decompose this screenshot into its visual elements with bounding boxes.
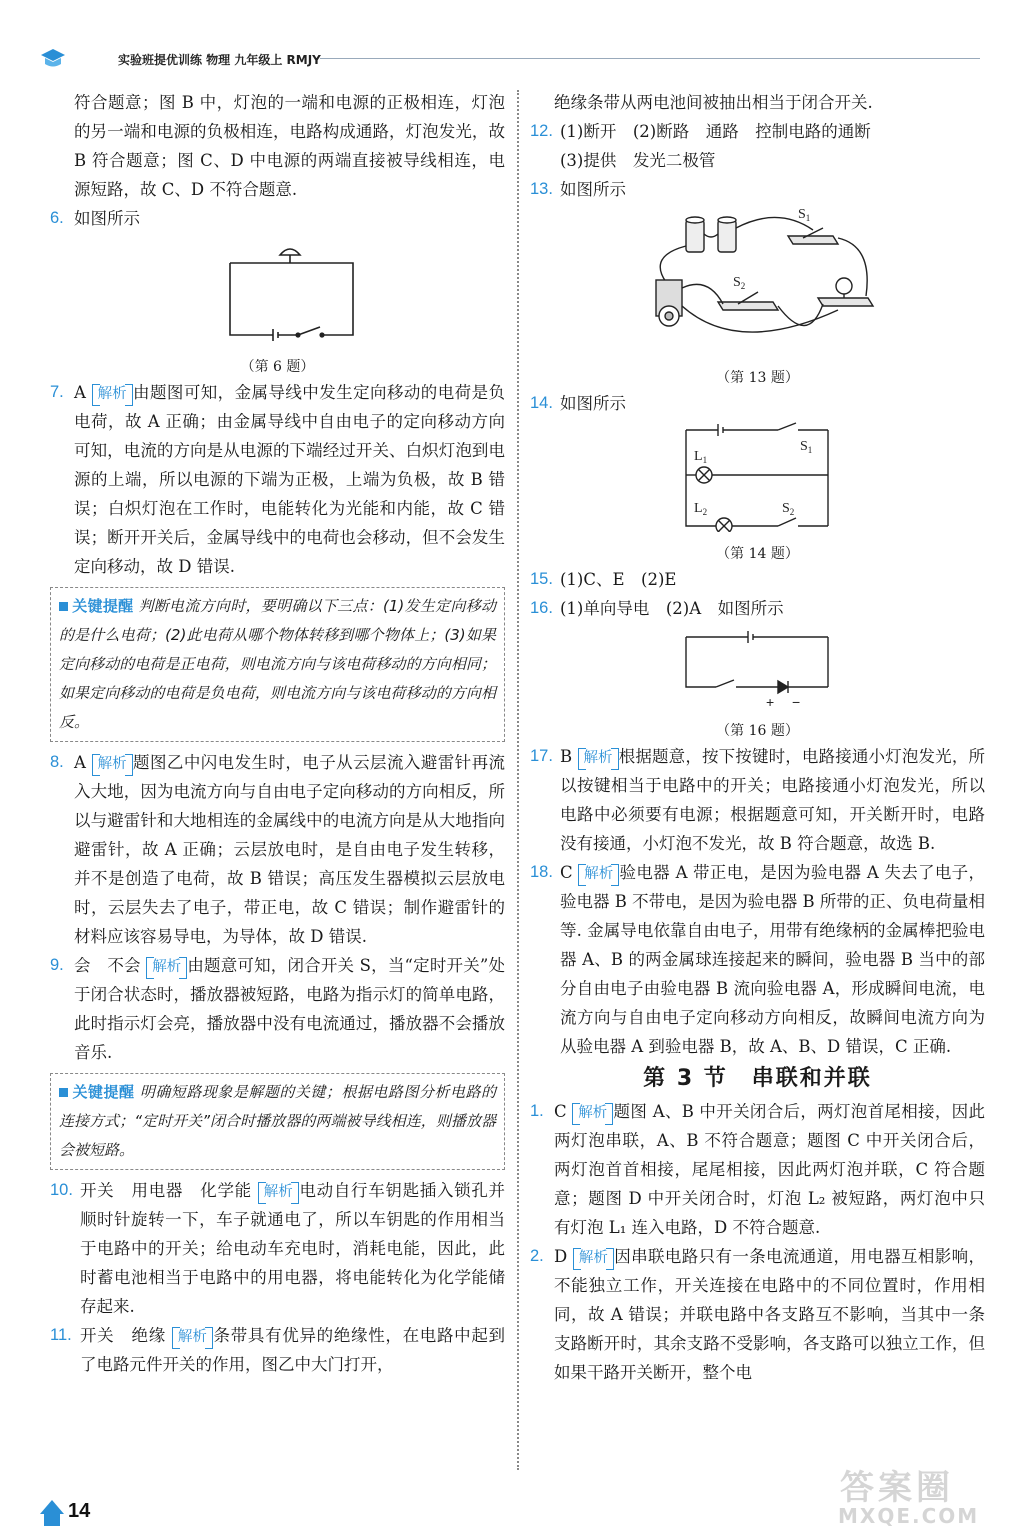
caption-q16: （第 16 题） xyxy=(716,723,799,739)
question-18 xyxy=(530,858,985,1061)
answer-choice: 开关 绝缘 xyxy=(80,1326,166,1345)
left-column xyxy=(50,88,505,1379)
analysis-tag: 解析 xyxy=(576,1249,611,1267)
answer-choice: A xyxy=(74,383,86,402)
page-number-text: 14 xyxy=(68,1500,91,1522)
answer-choice: 会 不会 xyxy=(74,956,141,975)
question-number: 18. xyxy=(530,863,553,881)
column-divider xyxy=(517,90,519,1470)
lamp-l1-label: $L_1$ xyxy=(693,449,707,465)
key-tip-label: 关键提醒 xyxy=(59,597,133,615)
question-number: 9. xyxy=(50,956,64,974)
question-10 xyxy=(50,1176,505,1321)
question-12 xyxy=(530,117,985,175)
key-tip-label: 关键提醒 xyxy=(59,1083,135,1101)
analysis-tag: 解析 xyxy=(149,958,184,976)
circuit-diagram-q14 xyxy=(658,420,858,532)
lamp-l2-label: $L_2$ xyxy=(693,501,707,517)
question-8 xyxy=(50,748,505,951)
question-16 xyxy=(530,594,985,623)
analysis-text: 电动自行车钥匙插入锁孔并顺时针旋转一下，车子就通电了，所以车钥匙的作用相当于电路中的开关；给电动车充电时，消耗电能，因此，此时蓄电池相当于电路中的用电器，将电能转化为化学能储存起来. xyxy=(80,1181,506,1316)
question-number: 8. xyxy=(50,753,64,771)
figure-q14 xyxy=(530,420,985,541)
switch-s1-label: $S_1$ xyxy=(797,207,810,223)
switch-s2-label: $S_2$ xyxy=(732,275,745,291)
question-number: 17. xyxy=(530,747,553,765)
answer-choice: A xyxy=(74,753,86,772)
key-tip-text: 判断电流方向时，要明确以下三点：(1)发生定向移动的是什么电荷；(2)此电荷从哪个物体转移到哪个物体上；(3)如果定向移动的电荷是正电荷，则电流方向与该电荷移动的方向相同；如果定向移动的电荷是负电荷，则电流方向与该电荷移动的方向相反。 xyxy=(59,597,496,731)
circuit-diagram-q6 xyxy=(178,235,378,345)
question-number: 14. xyxy=(530,394,553,412)
circuit-diagram-q16 xyxy=(658,625,858,709)
key-tip-box-2 xyxy=(50,1073,505,1170)
question-number: 7. xyxy=(50,383,64,401)
watermark xyxy=(820,1460,1000,1530)
analysis-text: 条带具有优异的绝缘性，在电路中起到了电路元件开关的作用，图乙中大门打开， xyxy=(80,1326,506,1374)
answer-choice: C xyxy=(554,1102,567,1121)
analysis-text: 因串联电路只有一条电流通道，用电器互相影响，不能独立工作，开关连接在电路中的不同位置时，作用相同，故 A 错误；并联电路中各支路互不影响，当其中一条支路断开时，其余支路不受影响，各支路可以独立工作，但如果干路开关断开，整个电 xyxy=(554,1247,986,1382)
section-title: 第 3 节 串联和并联 xyxy=(643,1066,872,1091)
section-question-1 xyxy=(530,1097,985,1242)
figure-q6 xyxy=(50,235,505,354)
answer-line-2: (3)提供 发光二极管 xyxy=(560,151,716,170)
right-column xyxy=(530,88,985,1387)
question-6 xyxy=(50,204,505,233)
circuit-photo-q13 xyxy=(638,206,878,356)
answer-text: (1)单向导电 (2)A 如图所示 xyxy=(560,599,784,618)
key-tip-text: 明确短路现象是解题的关键；根据电路图分析电路的连接方式；“定时开关”闭合时播放器的两端被导线相连，则播放器会被短路。 xyxy=(59,1083,496,1159)
answer-choice: C xyxy=(560,863,573,882)
page-header xyxy=(40,48,980,70)
answer-text: 如图所示 xyxy=(560,180,626,199)
book-logo-icon xyxy=(40,48,66,70)
analysis-tag: 解析 xyxy=(575,1104,610,1122)
square-bullet-icon xyxy=(59,1088,68,1097)
question-number: 2. xyxy=(530,1247,544,1265)
header-title: 实验班提优训练 物理 九年级上 RMJY xyxy=(118,53,321,67)
header-rule xyxy=(320,58,980,59)
caption-q14: （第 14 题） xyxy=(716,546,799,562)
answer-choice: B xyxy=(560,747,573,766)
q11-continued-text: 绝缘条带从两电池间被抽出相当于闭合开关. xyxy=(554,93,873,112)
answer-line-1: (1)断开 (2)断路 通路 控制电路的通断 xyxy=(560,122,871,141)
question-17 xyxy=(530,742,985,858)
question-11 xyxy=(50,1321,505,1379)
analysis-tag: 解析 xyxy=(581,865,616,883)
question-13 xyxy=(530,175,985,204)
analysis-tag: 解析 xyxy=(95,755,130,773)
analysis-tag: 解析 xyxy=(175,1328,210,1346)
analysis-text: 由题图可知，金属导线中发生定向移动的电荷是负电荷，故 A 正确；由金属导线中自由电子的定向移动方向可知，电流的方向是从电源的下端经过开关、白炽灯泡到电源的上端，所以电源的下端为正极，上端为负极，故 B 错误；白炽灯泡在工作时，电能转化为光能和内能，故 C 错误；断开开关后，金属导线中的电荷也会移动，但不会发生定向移动，故 D 错误. xyxy=(74,383,506,576)
question-15 xyxy=(530,565,985,594)
question-number: 13. xyxy=(530,180,553,198)
question-number: 1. xyxy=(530,1102,544,1120)
question-14 xyxy=(530,389,985,418)
diode-minus-label: − xyxy=(791,694,800,709)
question-number: 11. xyxy=(50,1326,72,1344)
analysis-tag: 解析 xyxy=(581,749,616,767)
caption-q6: （第 6 题） xyxy=(240,359,315,375)
question-number: 6. xyxy=(50,209,64,227)
analysis-text: 根据题意，按下按键时，电路接通小灯泡发光，所以按键相当于电路中的开关；电路接通小灯泡发光，所以电路中必须要有电源；根据题意可知，开关断开时，电路没有接通，小灯泡不发光，故 B 符合题意，故选 B. xyxy=(560,747,985,853)
q5-continued-text: 符合题意；图 B 中，灯泡的一端和电源的正极相连，灯泡的另一端和电源的负极相连，电路构成通路，灯泡发光，故 B 符合题意；图 C、D 中电源的两端直接被导线相连，电源短路，故 C、D 不符合题意. xyxy=(74,93,505,199)
analysis-text: 验电器 A 带正电，是因为验电器 A 失去了电子，验电器 B 不带电，是因为验电器 B 所带的正、负电荷量相等. 金属导电依靠自由电子，用带有绝缘柄的金属棒把验电器 A、B 的两金属球连接起来的瞬间，验电器 B 当中的部分自由电子由验电器 B 流向验电器 A，形成瞬间电流，电流方向与自由电子定向移动方向相反，故瞬间电流方向为从验电器 A 到验电器 B，故 A、B、D 错误，C 正确. xyxy=(560,863,986,1056)
key-tip-box-1 xyxy=(50,587,505,742)
question-number: 15. xyxy=(530,570,553,588)
analysis-tag: 解析 xyxy=(261,1183,296,1201)
answer-text: (1)C、E (2)E xyxy=(560,570,677,589)
caption-q13: （第 13 题） xyxy=(716,370,799,386)
answer-choice: 开关 用电器 化学能 xyxy=(80,1181,252,1200)
analysis-tag: 解析 xyxy=(95,385,130,403)
question-number: 10. xyxy=(50,1181,73,1199)
answer-choice: D xyxy=(554,1247,568,1266)
switch-s2-label: $S_2$ xyxy=(781,501,794,517)
analysis-text: 由题意可知，闭合开关 S，当“定时开关”处于闭合状态时，播放器被短路，电路为指示灯的简单电路，此时指示灯会亮，播放器中没有电流通过，播放器不会播放音乐. xyxy=(74,956,506,1062)
switch-s1-label: $S_1$ xyxy=(799,439,812,455)
watermark-line-2: MXQE.COM xyxy=(838,1504,980,1528)
question-number: 12. xyxy=(530,122,553,140)
figure-q13 xyxy=(530,206,985,365)
answer-text: 如图所示 xyxy=(74,209,140,228)
question-number: 16. xyxy=(530,599,553,617)
diode-plus-label: + xyxy=(765,694,774,709)
square-bullet-icon xyxy=(59,602,68,611)
section-question-2 xyxy=(530,1242,985,1387)
question-9 xyxy=(50,951,505,1067)
watermark-line-1: 答案圈 xyxy=(840,1468,954,1508)
answer-text: 如图所示 xyxy=(560,394,626,413)
figure-q16 xyxy=(530,625,985,718)
analysis-text: 题图 A、B 中开关闭合后，两灯泡首尾相接，因此两灯泡串联，A、B 不符合题意；题图 C 中开关闭合后，两灯泡首首相接，尾尾相接，因此两灯泡并联，C 符合题意；题图 D 中开关闭合时，灯泡 L₂ 被短路，两灯泡中只有灯泡 L₁ 连入电路，D 不符合题意. xyxy=(554,1102,985,1237)
question-7 xyxy=(50,378,505,581)
analysis-text: 题图乙中闪电发生时，电子从云层流入避雷针再流入大地，因为电流方向与自由电子定向移动的方向相反，所以与避雷针和大地相连的金属线中的电流方向是从大地指向避雷针，故 A 正确；云层放电时，是自由电子发生转移，并不是创造了电荷，故 B 错误；高压发生器模拟云层放电时，云层失去了电子，带正电，故 C 错误；制作避雷针的材料应该容易导电，为导体，故 D 错误. xyxy=(74,753,506,946)
